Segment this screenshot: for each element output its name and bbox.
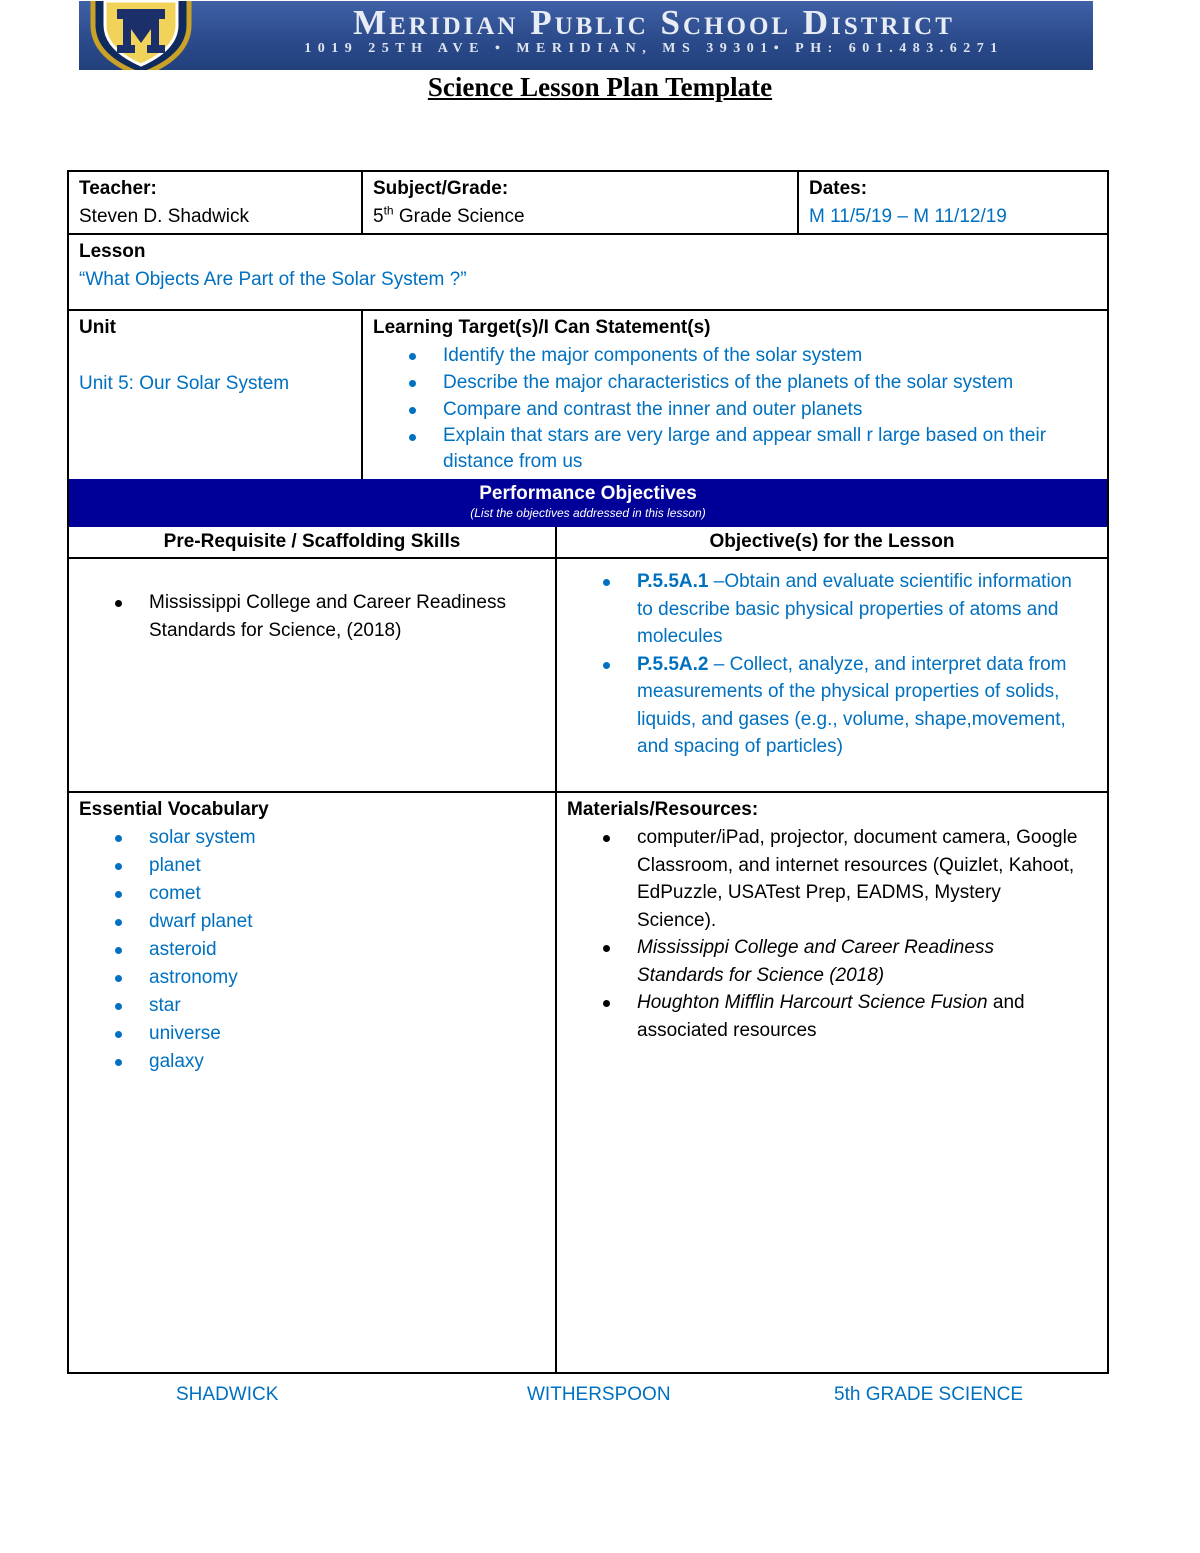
lesson-plan-table — [67, 170, 1109, 1374]
prerequisite-list — [79, 589, 545, 645]
dates-value: M 11/5/19 – M 11/12/19 — [809, 206, 1007, 227]
vocabulary-item: star — [79, 992, 545, 1020]
vocabulary-item: planet — [79, 852, 545, 880]
vocabulary-item: comet — [79, 880, 545, 908]
prerequisite-header: Pre-Requisite / Scaffolding Skills — [163, 531, 461, 552]
objective-item: P.5.5A.2 – Collect, analyze, and interpret data from measurements of the physical properties of solids, liquids, and gases (e.g., volume, shape,movement, and spacing of particles) — [567, 651, 1097, 761]
vocabulary-label: Essential Vocabulary — [79, 799, 269, 820]
learning-target-item: Explain that stars are very large and appear small r large based on their distance from us — [373, 423, 1097, 475]
district-address: 1019 25TH AVE • MERIDIAN, MS 39301• PH: 601.483.6271 — [304, 41, 1004, 56]
subject-grade-cell — [363, 172, 797, 233]
teacher-name: Steven D. Shadwick — [79, 206, 250, 227]
vocabulary-cell — [69, 793, 555, 1372]
performance-objectives-title: Performance Objectives — [479, 483, 697, 504]
learning-targets-label: Learning Target(s)/I Can Statement(s) — [373, 317, 711, 338]
vocabulary-item: dwarf planet — [79, 908, 545, 936]
district-name: Meridian Public School District — [353, 3, 955, 42]
learning-target-item: Identify the major components of the solar system — [373, 342, 1097, 369]
subject-grade-label: Subject/Grade: — [373, 178, 509, 199]
materials-item: Houghton Mifflin Harcourt Science Fusion and associated resources — [567, 989, 1097, 1044]
district-crest-logo — [85, 1, 197, 70]
lesson-title: “What Objects Are Part of the Solar System ?” — [79, 269, 467, 290]
materials-cell — [557, 793, 1107, 1372]
performance-objectives-bar — [69, 479, 1107, 527]
prerequisite-cell — [69, 559, 555, 791]
footer-center: WITHERSPOON — [527, 1384, 671, 1405]
dates-label: Dates: — [809, 178, 868, 199]
footer-left: SHADWICK — [176, 1384, 279, 1405]
subject-grade-value: 5th Grade Science — [373, 203, 525, 227]
unit-value: Unit 5: Our Solar System — [79, 373, 290, 394]
objectives-list — [567, 568, 1097, 761]
district-banner — [79, 1, 1093, 70]
objective-code: P.5.5A.2 — [637, 653, 709, 675]
teacher-label: Teacher: — [79, 178, 157, 199]
learning-targets-cell — [363, 311, 1107, 479]
unit-label: Unit — [79, 317, 116, 338]
materials-label: Materials/Resources: — [567, 799, 759, 820]
objectives-header: Objective(s) for the Lesson — [709, 531, 955, 552]
vocabulary-list — [79, 824, 545, 1076]
vocabulary-item: solar system — [79, 824, 545, 852]
objective-item: P.5.5A.1 –Obtain and evaluate scientific information to describe basic physical properties of atoms and molecules — [567, 568, 1097, 651]
teacher-cell — [69, 172, 362, 233]
lesson-cell — [69, 235, 1107, 309]
footer-right: 5th GRADE SCIENCE — [834, 1384, 1023, 1405]
vocabulary-item: universe — [79, 1020, 545, 1048]
lesson-label: Lesson — [79, 241, 146, 262]
materials-item: Mississippi College and Career Readiness Standards for Science (2018) — [567, 934, 1097, 989]
unit-cell — [69, 311, 362, 479]
materials-item: computer/iPad, projector, document camera, Google Classroom, and internet resources (Quizlet, Kahoot, EdPuzzle, USATest Prep, EADMS, Mystery Science). — [567, 824, 1097, 934]
learning-target-item: Compare and contrast the inner and outer planets — [373, 396, 1097, 423]
page-title: Science Lesson Plan Template — [427, 72, 773, 102]
vocabulary-item: asteroid — [79, 936, 545, 964]
dates-cell — [799, 172, 1109, 233]
vocabulary-item: astronomy — [79, 964, 545, 992]
vocabulary-item: galaxy — [79, 1048, 545, 1076]
objective-code: P.5.5A.1 — [637, 571, 709, 592]
materials-list — [567, 824, 1097, 1044]
learning-target-item: Describe the major characteristics of the planets of the solar system — [373, 369, 1097, 396]
objectives-cell — [557, 559, 1107, 791]
performance-objectives-subtitle: (List the objectives addressed in this lesson) — [470, 506, 706, 520]
learning-targets-list — [373, 342, 1097, 475]
prerequisite-item: Mississippi College and Career Readiness Standards for Science, (2018) — [79, 589, 545, 645]
